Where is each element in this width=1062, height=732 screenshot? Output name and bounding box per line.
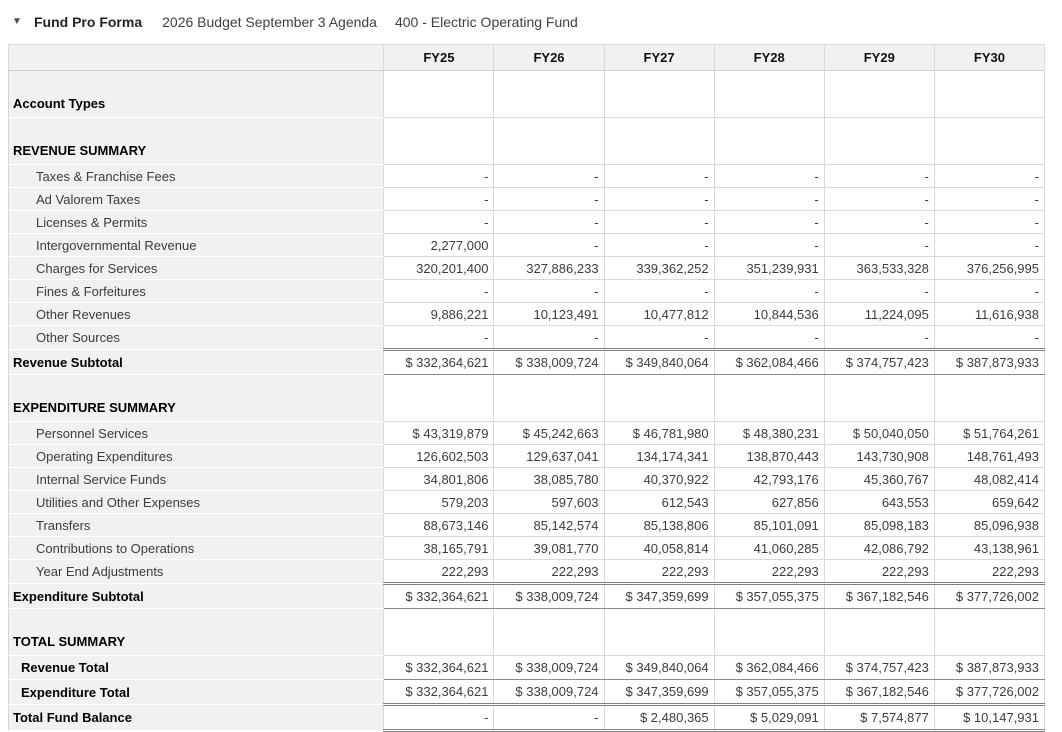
value-cell: - [714, 280, 824, 303]
value-cell: - [384, 326, 494, 350]
value-cell [604, 375, 714, 422]
value-cell: 42,793,176 [714, 468, 824, 491]
value-cell: $ 332,364,621 [384, 656, 494, 680]
row-label: Revenue Subtotal [9, 350, 384, 375]
value-cell: $ 349,840,064 [604, 350, 714, 375]
value-cell: 627,856 [714, 491, 824, 514]
value-cell [934, 118, 1044, 165]
value-cell: 40,370,922 [604, 468, 714, 491]
value-cell [934, 609, 1044, 656]
title-bar [0, 0, 1062, 34]
value-cell [384, 375, 494, 422]
value-cell: 222,293 [604, 560, 714, 584]
value-cell: $ 332,364,621 [384, 680, 494, 705]
value-cell: $ 362,084,466 [714, 350, 824, 375]
table-row [9, 326, 1045, 350]
value-cell: 363,533,328 [824, 257, 934, 280]
row-label: Year End Adjustments [9, 560, 384, 584]
value-cell: - [494, 188, 604, 211]
value-cell: 10,844,536 [714, 303, 824, 326]
column-header-fy28: FY28 [714, 45, 824, 71]
value-cell: 339,362,252 [604, 257, 714, 280]
table-row [9, 705, 1045, 731]
row-label: Revenue Total [9, 656, 384, 680]
value-cell: $ 367,182,546 [824, 680, 934, 705]
value-cell: 11,616,938 [934, 303, 1044, 326]
value-cell: 2,277,000 [384, 234, 494, 257]
row-label: Charges for Services [9, 257, 384, 280]
table-row [9, 514, 1045, 537]
value-cell: - [714, 211, 824, 234]
value-cell: $ 374,757,423 [824, 656, 934, 680]
value-cell: $ 43,319,879 [384, 422, 494, 445]
value-cell [824, 609, 934, 656]
value-cell: 376,256,995 [934, 257, 1044, 280]
row-label: Utilities and Other Expenses [9, 491, 384, 514]
value-cell: $ 48,380,231 [714, 422, 824, 445]
value-cell: - [824, 188, 934, 211]
value-cell: $ 45,242,663 [494, 422, 604, 445]
value-cell [384, 71, 494, 118]
value-cell [824, 118, 934, 165]
value-cell: 85,101,091 [714, 514, 824, 537]
value-cell: $ 2,480,365 [604, 705, 714, 731]
value-cell: $ 338,009,724 [494, 680, 604, 705]
row-label: Operating Expenditures [9, 445, 384, 468]
value-cell: $ 338,009,724 [494, 350, 604, 375]
row-label: Internal Service Funds [9, 468, 384, 491]
value-cell: 40,058,814 [604, 537, 714, 560]
value-cell: 659,642 [934, 491, 1044, 514]
value-cell: $ 332,364,621 [384, 350, 494, 375]
value-cell: $ 50,040,050 [824, 422, 934, 445]
value-cell [714, 375, 824, 422]
table-row [9, 537, 1045, 560]
value-cell: - [714, 326, 824, 350]
value-cell: 222,293 [384, 560, 494, 584]
value-cell: - [494, 326, 604, 350]
value-cell: $ 387,873,933 [934, 656, 1044, 680]
table-row [9, 71, 1045, 118]
row-label: EXPENDITURE SUMMARY [9, 375, 384, 422]
value-cell: $ 357,055,375 [714, 584, 824, 609]
value-cell: 85,098,183 [824, 514, 934, 537]
value-cell: - [604, 326, 714, 350]
value-cell: 10,123,491 [494, 303, 604, 326]
value-cell: 38,085,780 [494, 468, 604, 491]
table-row [9, 375, 1045, 422]
row-label: Ad Valorem Taxes [9, 188, 384, 211]
row-label: Total Fund Balance [9, 705, 384, 731]
value-cell: - [934, 211, 1044, 234]
value-cell: $ 338,009,724 [494, 584, 604, 609]
table-row [9, 257, 1045, 280]
value-cell: 42,086,792 [824, 537, 934, 560]
value-cell: - [934, 234, 1044, 257]
value-cell: - [384, 705, 494, 731]
value-cell [494, 71, 604, 118]
value-cell [934, 71, 1044, 118]
value-cell: $ 387,873,933 [934, 350, 1044, 375]
value-cell: - [714, 188, 824, 211]
table-row [9, 445, 1045, 468]
budget-name: 2026 Budget September 3 Agenda [162, 14, 377, 30]
value-cell: - [824, 211, 934, 234]
value-cell [824, 375, 934, 422]
row-label: Expenditure Subtotal [9, 584, 384, 609]
value-cell: 38,165,791 [384, 537, 494, 560]
fund-table-body [9, 71, 1045, 731]
value-cell: - [494, 280, 604, 303]
value-cell: - [714, 165, 824, 188]
value-cell: $ 51,764,261 [934, 422, 1044, 445]
value-cell [714, 71, 824, 118]
value-cell: 9,886,221 [384, 303, 494, 326]
value-cell: $ 374,757,423 [824, 350, 934, 375]
value-cell: 11,224,095 [824, 303, 934, 326]
table-row [9, 165, 1045, 188]
value-cell [604, 71, 714, 118]
table-row [9, 234, 1045, 257]
value-cell: 222,293 [714, 560, 824, 584]
value-cell: 643,553 [824, 491, 934, 514]
value-cell: 129,637,041 [494, 445, 604, 468]
value-cell: 138,870,443 [714, 445, 824, 468]
table-row [9, 656, 1045, 680]
value-cell: - [604, 211, 714, 234]
column-header-fy30: FY30 [934, 45, 1044, 71]
value-cell: - [714, 234, 824, 257]
value-cell: - [824, 165, 934, 188]
value-cell: 41,060,285 [714, 537, 824, 560]
value-cell: - [824, 280, 934, 303]
value-cell: - [384, 280, 494, 303]
table-row [9, 491, 1045, 514]
row-label: Intergovernmental Revenue [9, 234, 384, 257]
table-row [9, 560, 1045, 584]
value-cell: 320,201,400 [384, 257, 494, 280]
value-cell: 34,801,806 [384, 468, 494, 491]
fund-name: 400 - Electric Operating Fund [394, 14, 578, 30]
value-cell: - [604, 188, 714, 211]
row-label: Other Revenues [9, 303, 384, 326]
table-row [9, 188, 1045, 211]
value-cell: - [384, 188, 494, 211]
value-cell: $ 347,359,699 [604, 584, 714, 609]
value-cell [494, 118, 604, 165]
value-cell: 579,203 [384, 491, 494, 514]
value-cell [714, 118, 824, 165]
value-cell: $ 367,182,546 [824, 584, 934, 609]
row-label: Contributions to Operations [9, 537, 384, 560]
value-cell [824, 71, 934, 118]
collapse-triangle-down-icon[interactable]: ▼ [12, 16, 22, 27]
value-cell [604, 118, 714, 165]
value-cell: 10,477,812 [604, 303, 714, 326]
value-cell: - [384, 165, 494, 188]
value-cell: $ 338,009,724 [494, 656, 604, 680]
value-cell: $ 377,726,002 [934, 680, 1044, 705]
value-cell: $ 46,781,980 [604, 422, 714, 445]
value-cell: - [934, 188, 1044, 211]
value-cell: 85,096,938 [934, 514, 1044, 537]
row-label: Transfers [9, 514, 384, 537]
value-cell: $ 357,055,375 [714, 680, 824, 705]
row-label: REVENUE SUMMARY [9, 118, 384, 165]
value-cell: 222,293 [494, 560, 604, 584]
table-row [9, 280, 1045, 303]
value-cell: 351,239,931 [714, 257, 824, 280]
row-label: Taxes & Franchise Fees [9, 165, 384, 188]
value-cell: 222,293 [824, 560, 934, 584]
table-row [9, 118, 1045, 165]
value-cell: 143,730,908 [824, 445, 934, 468]
table-row [9, 680, 1045, 705]
value-cell: $ 347,359,699 [604, 680, 714, 705]
column-header-fy29: FY29 [824, 45, 934, 71]
column-header-fy26: FY26 [494, 45, 604, 71]
value-cell: - [604, 165, 714, 188]
value-cell: 597,603 [494, 491, 604, 514]
table-header-row [9, 45, 1045, 71]
table-row [9, 211, 1045, 234]
value-cell: 134,174,341 [604, 445, 714, 468]
value-cell: - [494, 234, 604, 257]
value-cell [494, 609, 604, 656]
value-cell: 88,673,146 [384, 514, 494, 537]
table-row [9, 468, 1045, 491]
value-cell: 45,360,767 [824, 468, 934, 491]
row-label: Account Types [9, 71, 384, 118]
row-label: Licenses & Permits [9, 211, 384, 234]
value-cell: - [494, 705, 604, 731]
value-cell: 85,138,806 [604, 514, 714, 537]
value-cell: $ 10,147,931 [934, 705, 1044, 731]
value-cell: - [494, 165, 604, 188]
page-title: Fund Pro Forma [34, 14, 143, 30]
row-label: Fines & Forfeitures [9, 280, 384, 303]
value-cell: $ 332,364,621 [384, 584, 494, 609]
table-row [9, 303, 1045, 326]
table-row [9, 422, 1045, 445]
column-header-fy27: FY27 [604, 45, 714, 71]
value-cell: 327,886,233 [494, 257, 604, 280]
value-cell: 39,081,770 [494, 537, 604, 560]
value-cell: - [934, 326, 1044, 350]
value-cell: 85,142,574 [494, 514, 604, 537]
table-row [9, 350, 1045, 375]
column-header-fy25: FY25 [384, 45, 494, 71]
row-label: Other Sources [9, 326, 384, 350]
row-label: TOTAL SUMMARY [9, 609, 384, 656]
value-cell: $ 349,840,064 [604, 656, 714, 680]
value-cell: - [604, 234, 714, 257]
value-cell: $ 5,029,091 [714, 705, 824, 731]
value-cell: 222,293 [934, 560, 1044, 584]
value-cell: $ 362,084,466 [714, 656, 824, 680]
value-cell [384, 118, 494, 165]
table-row [9, 609, 1045, 656]
value-cell [714, 609, 824, 656]
row-label: Expenditure Total [9, 680, 384, 705]
value-cell [384, 609, 494, 656]
column-header-blank [9, 45, 384, 71]
value-cell [494, 375, 604, 422]
row-label: Personnel Services [9, 422, 384, 445]
value-cell: $ 7,574,877 [824, 705, 934, 731]
value-cell: - [934, 280, 1044, 303]
value-cell: - [604, 280, 714, 303]
fund-pro-forma-table [8, 44, 1045, 732]
value-cell: 148,761,493 [934, 445, 1044, 468]
value-cell: - [384, 211, 494, 234]
table-row [9, 584, 1045, 609]
value-cell: - [824, 234, 934, 257]
value-cell: 126,602,503 [384, 445, 494, 468]
value-cell: - [494, 211, 604, 234]
value-cell: $ 377,726,002 [934, 584, 1044, 609]
value-cell: 43,138,961 [934, 537, 1044, 560]
value-cell: - [934, 165, 1044, 188]
value-cell: 48,082,414 [934, 468, 1044, 491]
value-cell: 612,543 [604, 491, 714, 514]
value-cell: - [824, 326, 934, 350]
value-cell [934, 375, 1044, 422]
value-cell [604, 609, 714, 656]
